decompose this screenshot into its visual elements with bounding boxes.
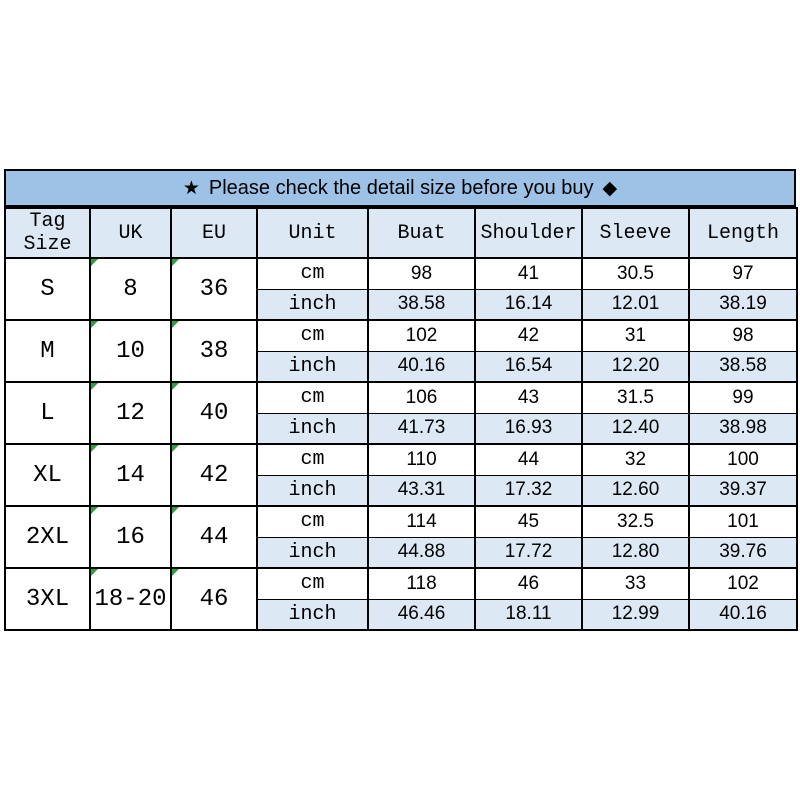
eu-size-value: 38 [199, 337, 229, 365]
tag-size-cell: XL [5, 444, 90, 506]
table-row [5, 568, 797, 599]
eu-size-value: 44 [199, 523, 229, 551]
column-header-length: Length [689, 208, 797, 258]
measurement-cell: 43.31 [368, 475, 475, 506]
uk-size-cell [90, 506, 171, 568]
uk-size-value: 18-20 [94, 585, 167, 613]
measurement-cell: 33 [582, 568, 689, 599]
tag-size-cell: S [5, 258, 90, 320]
measurement-cell: 30.5 [582, 258, 689, 289]
uk-size-cell [90, 568, 171, 630]
eu-size-cell [171, 568, 257, 630]
measurement-cell: 102 [368, 320, 475, 351]
unit-cell: inch [257, 537, 368, 568]
eu-size-value: 36 [199, 275, 229, 303]
measurement-cell: 16.54 [475, 351, 582, 382]
unit-cell: inch [257, 475, 368, 506]
table-row [5, 258, 797, 289]
excel-flag-icon [172, 321, 179, 328]
excel-flag-icon [172, 569, 179, 576]
column-header-eu: EU [171, 208, 257, 258]
unit-cell: inch [257, 599, 368, 630]
measurement-cell: 39.37 [689, 475, 797, 506]
column-header-unit: Unit [257, 208, 368, 258]
measurement-cell: 44 [475, 444, 582, 475]
measurement-cell: 114 [368, 506, 475, 537]
excel-flag-icon [172, 259, 179, 266]
eu-size-value: 46 [199, 585, 229, 613]
measurement-cell: 40.16 [689, 599, 797, 630]
header-row [5, 208, 797, 258]
uk-size-value: 16 [116, 523, 145, 551]
eu-size-cell [171, 320, 257, 382]
unit-cell: inch [257, 351, 368, 382]
measurement-cell: 17.72 [475, 537, 582, 568]
measurement-cell: 101 [689, 506, 797, 537]
eu-size-cell [171, 382, 257, 444]
measurement-cell: 39.76 [689, 537, 797, 568]
measurement-cell: 100 [689, 444, 797, 475]
measurement-cell: 41 [475, 258, 582, 289]
measurement-cell: 102 [689, 568, 797, 599]
measurement-cell: 118 [368, 568, 475, 599]
size-chart-table [4, 207, 798, 631]
excel-flag-icon [91, 507, 98, 514]
tag-size-cell: 2XL [5, 506, 90, 568]
uk-size-value: 12 [116, 399, 145, 427]
excel-flag-icon [91, 259, 98, 266]
unit-cell: cm [257, 258, 368, 289]
measurement-cell: 32.5 [582, 506, 689, 537]
measurement-cell: 45 [475, 506, 582, 537]
column-header-tag-size: Tag Size [5, 208, 90, 258]
measurement-cell: 40.16 [368, 351, 475, 382]
measurement-cell: 12.80 [582, 537, 689, 568]
measurement-cell: 38.58 [368, 289, 475, 320]
unit-cell: inch [257, 289, 368, 320]
eu-size-cell [171, 506, 257, 568]
uk-size-cell [90, 382, 171, 444]
measurement-cell: 38.19 [689, 289, 797, 320]
uk-size-cell [90, 258, 171, 320]
excel-flag-icon [172, 507, 179, 514]
measurement-cell: 38.58 [689, 351, 797, 382]
eu-size-value: 42 [199, 461, 229, 489]
uk-size-cell [90, 320, 171, 382]
excel-flag-icon [91, 445, 98, 452]
table-row [5, 444, 797, 475]
measurement-cell: 110 [368, 444, 475, 475]
eu-size-value: 40 [199, 399, 229, 427]
unit-cell: cm [257, 320, 368, 351]
unit-cell: inch [257, 413, 368, 444]
table-row [5, 382, 797, 413]
measurement-cell: 12.40 [582, 413, 689, 444]
measurement-cell: 41.73 [368, 413, 475, 444]
measurement-cell: 12.99 [582, 599, 689, 630]
measurement-cell: 46 [475, 568, 582, 599]
measurement-cell: 106 [368, 382, 475, 413]
unit-cell: cm [257, 568, 368, 599]
column-header-bust: Buat [368, 208, 475, 258]
column-header-shoulder: Shoulder [475, 208, 582, 258]
tag-size-cell: M [5, 320, 90, 382]
notice-banner [4, 169, 796, 207]
measurement-cell: 31 [582, 320, 689, 351]
eu-size-cell [171, 444, 257, 506]
measurement-cell: 18.11 [475, 599, 582, 630]
measurement-cell: 38.98 [689, 413, 797, 444]
measurement-cell: 12.20 [582, 351, 689, 382]
excel-flag-icon [91, 321, 98, 328]
table-row [5, 506, 797, 537]
unit-cell: cm [257, 506, 368, 537]
uk-size-value: 8 [123, 275, 138, 303]
unit-cell: cm [257, 444, 368, 475]
column-header-uk: UK [90, 208, 171, 258]
measurement-cell: 16.93 [475, 413, 582, 444]
measurement-cell: 16.14 [475, 289, 582, 320]
measurement-cell: 12.01 [582, 289, 689, 320]
size-chart [4, 169, 796, 631]
measurement-cell: 97 [689, 258, 797, 289]
measurement-cell: 43 [475, 382, 582, 413]
measurement-cell: 12.60 [582, 475, 689, 506]
star-icon: ★ [182, 177, 200, 199]
excel-flag-icon [172, 383, 179, 390]
measurement-cell: 32 [582, 444, 689, 475]
measurement-cell: 17.32 [475, 475, 582, 506]
tag-size-cell: L [5, 382, 90, 444]
excel-flag-icon [91, 569, 98, 576]
excel-flag-icon [172, 445, 179, 452]
excel-flag-icon [91, 383, 98, 390]
uk-size-value: 10 [116, 337, 145, 365]
measurement-cell: 98 [689, 320, 797, 351]
tag-size-cell: 3XL [5, 568, 90, 630]
measurement-cell: 42 [475, 320, 582, 351]
uk-size-value: 14 [116, 461, 145, 489]
eu-size-cell [171, 258, 257, 320]
diamond-icon: ◆ [602, 177, 618, 199]
measurement-cell: 99 [689, 382, 797, 413]
measurement-cell: 98 [368, 258, 475, 289]
column-header-sleeve: Sleeve [582, 208, 689, 258]
unit-cell: cm [257, 382, 368, 413]
table-row [5, 320, 797, 351]
measurement-cell: 31.5 [582, 382, 689, 413]
uk-size-cell [90, 444, 171, 506]
measurement-cell: 46.46 [368, 599, 475, 630]
measurement-cell: 44.88 [368, 537, 475, 568]
banner-message: Please check the detail size before you buy [208, 176, 594, 199]
